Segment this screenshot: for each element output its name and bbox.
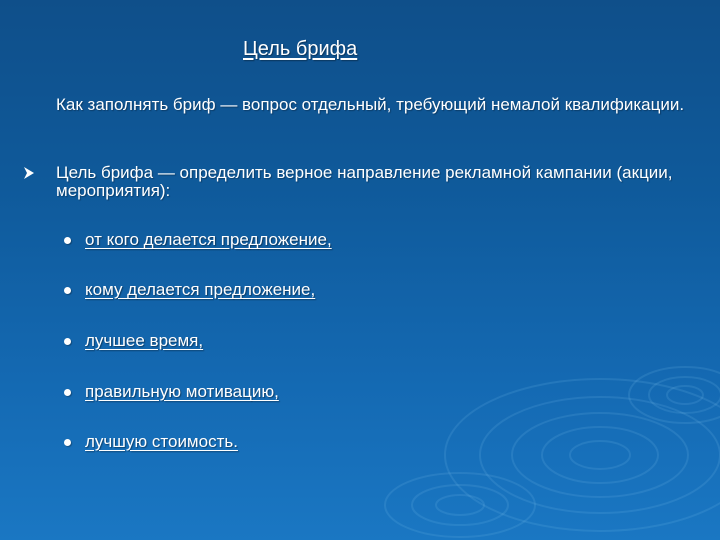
list-item-text: от кого делается предложение, bbox=[85, 230, 332, 249]
list-item-text: правильную мотивацию, bbox=[85, 382, 279, 401]
list-item-text: лучшую стоимость. bbox=[85, 432, 238, 451]
bullet-dot-icon bbox=[64, 389, 71, 396]
bullet-dot-icon bbox=[64, 237, 71, 244]
list-item-text: кому делается предложение, bbox=[85, 280, 316, 299]
slide-title: Цель брифа bbox=[243, 38, 358, 60]
intro-paragraph: Как заполнять бриф — вопрос отдельный, требующий немалой квалификации. bbox=[56, 95, 685, 114]
bullet-dot-icon bbox=[64, 338, 71, 345]
list-item-text: лучшее время, bbox=[85, 331, 204, 350]
bullet-dot-icon bbox=[64, 439, 71, 446]
goal-paragraph: Цель брифа — определить верное направление рекламной кампании (акции, мероприятия): bbox=[56, 163, 673, 200]
bullet-dot-icon bbox=[64, 287, 71, 294]
